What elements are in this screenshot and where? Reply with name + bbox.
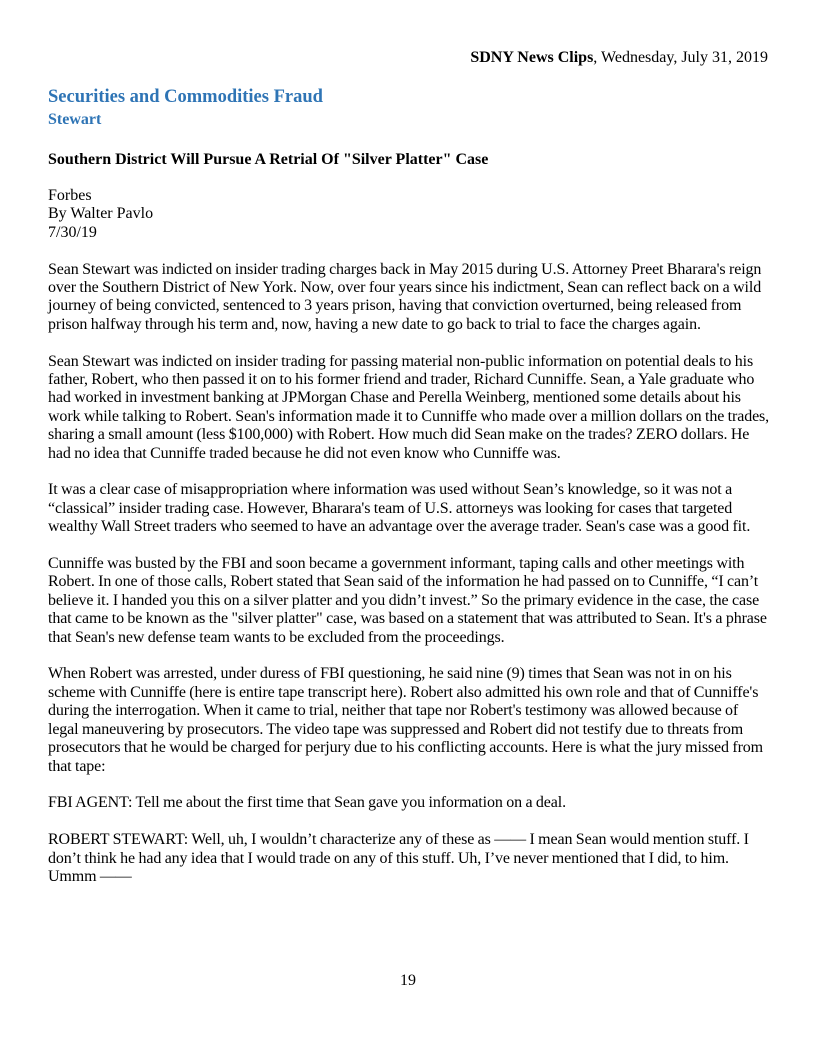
page-content [48, 86, 772, 886]
article-body [48, 261, 772, 887]
article-headline: Southern District Will Pursue A Retrial Of "Silver Platter" Case [48, 151, 489, 168]
header-date: Wednesday, July 31, 2019 [601, 49, 768, 66]
article-paragraph: Cunniffe was busted by the FBI and soon became a government informant, taping calls and other meetings with Robert. In one of those calls, Robert stated that Sean said of the information he had passed on to Cunniffe, “I can’t believe it. I handed you this on a silver platter and you didn’t invest.” So the primary evidence in the case, the case that came to be known as the "silver platter" case, was based on a statement that was attributed to Sean. It's a phrase that Sean's new defense team wants to be excluded from the proceedings. [48, 555, 767, 646]
page-header [470, 49, 768, 67]
transcript-line: FBI AGENT: Tell me about the first time that Sean gave you information on a deal. [48, 794, 566, 812]
article-paragraph: Sean Stewart was indicted on insider trading charges back in May 2015 during U.S. Attorney Preet Bharara's reign over the Southern District of New York. Now, over four years since his indictment, Sean can reflect back on a wild journey of being convicted, sentenced to 3 years prison, having that conviction overturned, being released from prison halfway through his term and, now, having a new date to go back to trial to face the charges again. [48, 260, 762, 333]
transcript-line: ROBERT STEWART: Well, uh, I wouldn’t characterize any of these as —— I mean Sean would mention stuff. I don’t think he had any idea that I would trade on any of this stuff. Uh, I’ve never mentioned that I did, to him. Ummm —— [48, 831, 749, 885]
article-date: 7/30/19 [48, 223, 97, 241]
article-paragraph: It was a clear case of misappropriation where information was used without Sean’s knowledge, so it was not a “classical” insider trading case. However, Bharara's team of U.S. attorneys was looking for cases that targeted wealthy Wall Street traders who seemed to have an advantage over the average trader. Sean's case was a good fit. [48, 481, 751, 536]
section-title: Securities and Commodities Fraud [48, 87, 323, 107]
article-byline: By Walter Pavlo [48, 205, 154, 223]
article-source: Forbes [48, 187, 92, 204]
article-paragraph: Sean Stewart was indicted on insider trading for passing material non-public information on potential deals to his father, Robert, who then passed it on to his former friend and trader, Richard Cunniffe. Sean, a Yale graduate who had worked in investment banking at JPMorgan Chase and Perella Weinberg, mentioned some details about his work while talking to Robert. Sean's information made it to Cunniffe who made over a million dollars on the trades, sharing a small amount (less $100,000) with Robert. How much did Sean make on the trades? ZERO dollars. He had no idea that Cunniffe traded because he did not even know who Cunniffe was. [48, 352, 770, 462]
publication-name: SDNY News Clips [470, 49, 594, 66]
subsection-title: Stewart [48, 111, 102, 128]
article-paragraph: When Robert was arrested, under duress of FBI questioning, he said nine (9) times that Sean was not in on his scheme with Cunniffe (here is entire tape transcript here). Robert also admitted his own role and that of Cunniffe's during the interrogation. When it came to trial, neither that tape nor Robert's testimony was allowed because of legal maneuvering by prosecutors. The video tape was suppressed and Robert did not testify due to threats from prosecutors that he would be charged for perjury due to his conflicting accounts. Here is what the jury missed from that tape: [48, 665, 763, 775]
header-separator: , [593, 49, 602, 66]
page-number: 19 [400, 972, 416, 989]
article-meta [48, 187, 772, 242]
